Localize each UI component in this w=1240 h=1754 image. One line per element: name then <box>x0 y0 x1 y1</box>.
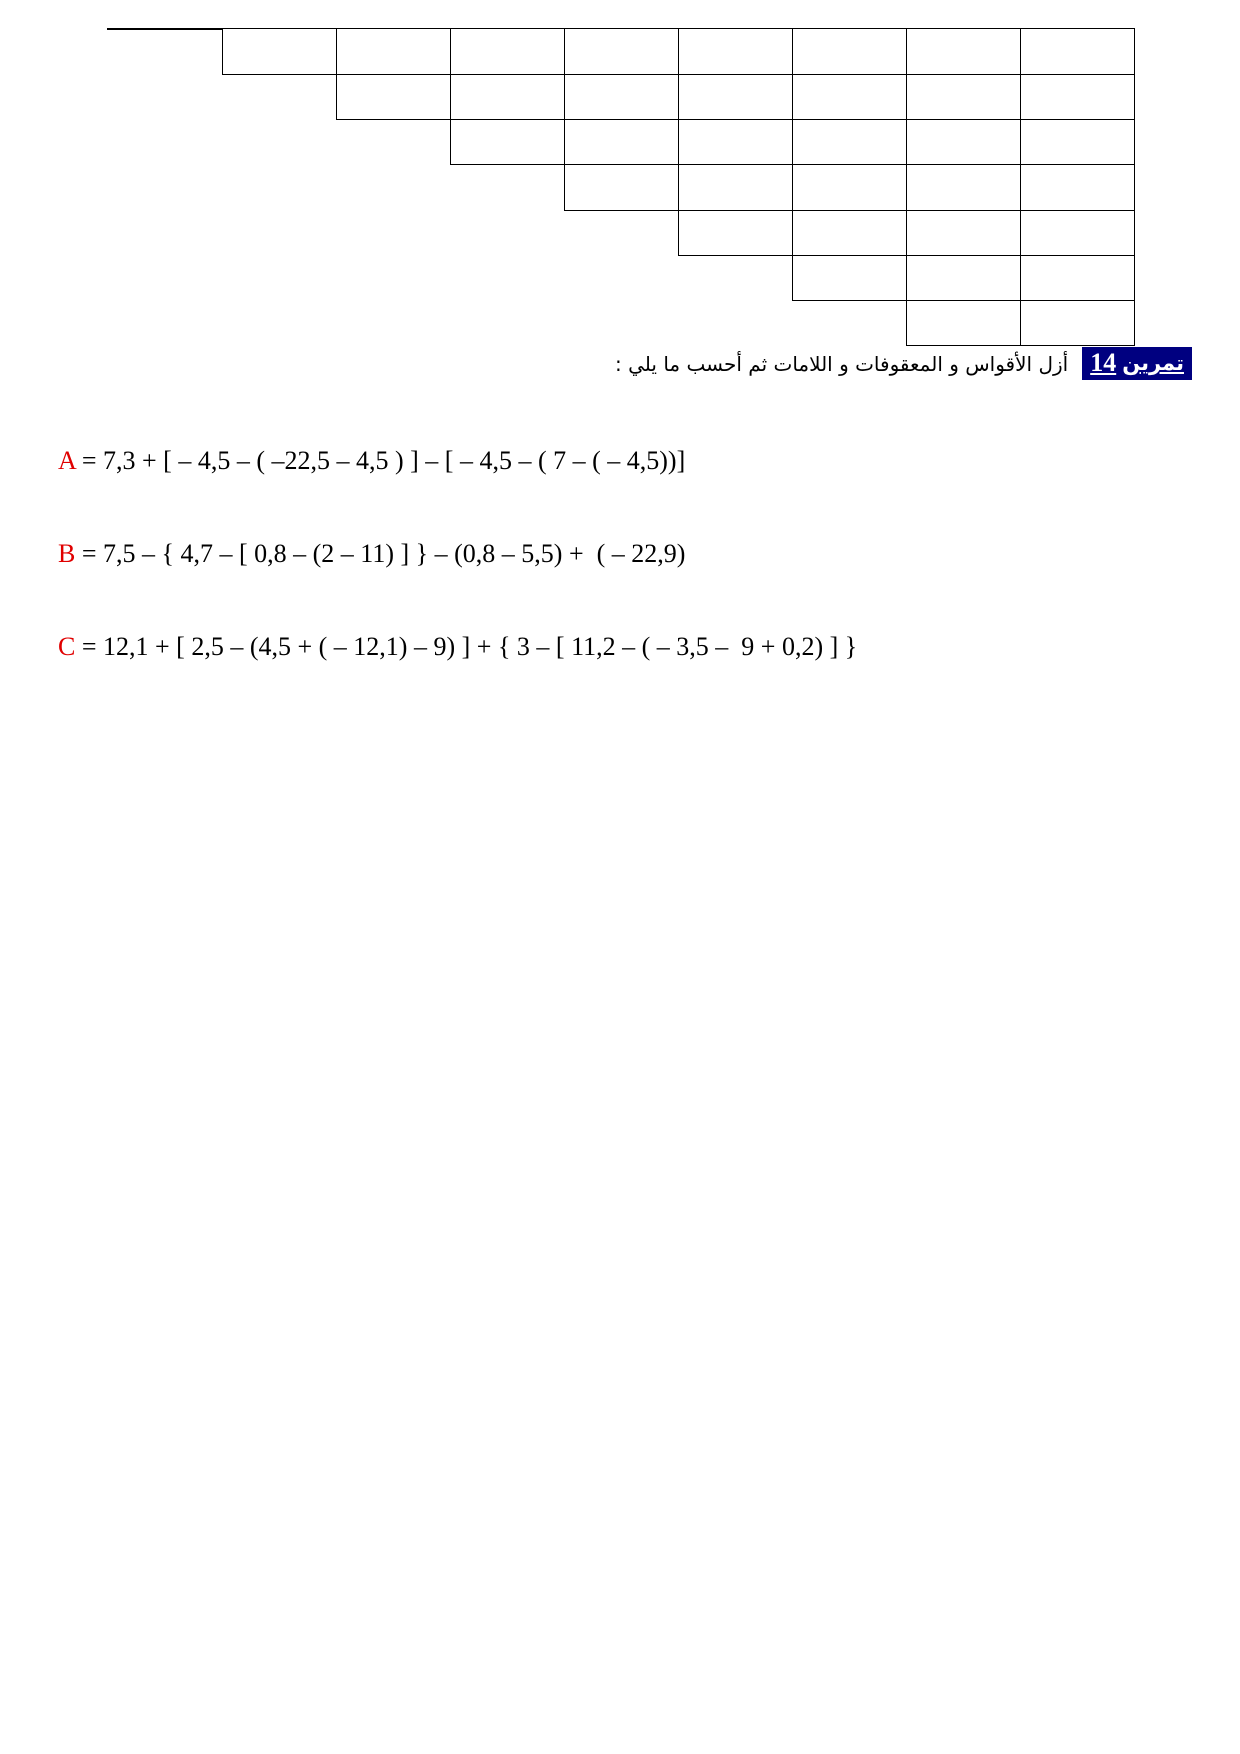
grid-cell <box>450 28 565 75</box>
grid-cell <box>222 28 337 75</box>
grid-cell <box>792 255 907 301</box>
expressions-block <box>58 383 857 693</box>
grid-cell <box>906 255 1021 301</box>
grid-cell <box>792 164 907 211</box>
exercise-label: تمرين <box>1122 351 1184 375</box>
grid-cell <box>792 74 907 120</box>
grid-cell <box>792 210 907 256</box>
grid-cell <box>792 119 907 165</box>
grid-cell <box>450 119 565 165</box>
expression-label: A <box>58 446 76 475</box>
grid-cell <box>1020 255 1135 301</box>
grid-cell <box>678 74 793 120</box>
expression-b <box>58 538 857 569</box>
grid-cell <box>906 210 1021 256</box>
grid-cell <box>564 164 679 211</box>
grid-cell <box>906 164 1021 211</box>
expression-label: C <box>58 632 76 661</box>
expression-label: B <box>58 539 76 568</box>
expression-body: = 7,3 + [ – 4,5 – ( –22,5 – 4,5 ) ] – [ – 4,5 – ( 7 – ( – 4,5))] <box>75 446 686 475</box>
grid-cell <box>906 300 1021 346</box>
staircase-grid <box>0 0 1240 360</box>
grid-cell <box>1020 300 1135 346</box>
grid-cell <box>678 119 793 165</box>
grid-cell <box>450 74 565 120</box>
grid-cell <box>1020 28 1135 75</box>
exercise-instruction: أزل الأقواس و المعقوفات و اللامات ثم أحسب ما يلي : <box>615 351 1069 376</box>
grid-cell <box>336 74 451 120</box>
grid-cell <box>678 210 793 256</box>
grid-cell <box>564 119 679 165</box>
grid-top-line <box>107 28 222 30</box>
grid-cell <box>336 28 451 75</box>
grid-cell <box>1020 119 1135 165</box>
grid-cell <box>906 119 1021 165</box>
grid-cell <box>906 28 1021 75</box>
grid-cell <box>564 74 679 120</box>
exercise-number: 14 <box>1090 348 1117 377</box>
grid-cell <box>1020 210 1135 256</box>
grid-cell <box>564 28 679 75</box>
expression-body: = 7,5 – { 4,7 – [ 0,8 – (2 – 11) ] } – (0,8 – 5,5) + ( – 22,9) <box>75 539 686 568</box>
expression-body: = 12,1 + [ 2,5 – (4,5 + ( – 12,1) – 9) ] + { 3 – [ 11,2 – ( – 3,5 – 9 + 0,2) ] } <box>75 632 858 661</box>
expression-a <box>58 445 857 476</box>
exercise-header <box>615 347 1192 380</box>
grid-cell <box>678 164 793 211</box>
grid-cell <box>1020 74 1135 120</box>
grid-cell <box>678 28 793 75</box>
grid-cell <box>1020 164 1135 211</box>
expression-c <box>58 631 857 662</box>
grid-cell <box>906 74 1021 120</box>
grid-cell <box>792 28 907 75</box>
exercise-badge <box>1082 347 1192 380</box>
